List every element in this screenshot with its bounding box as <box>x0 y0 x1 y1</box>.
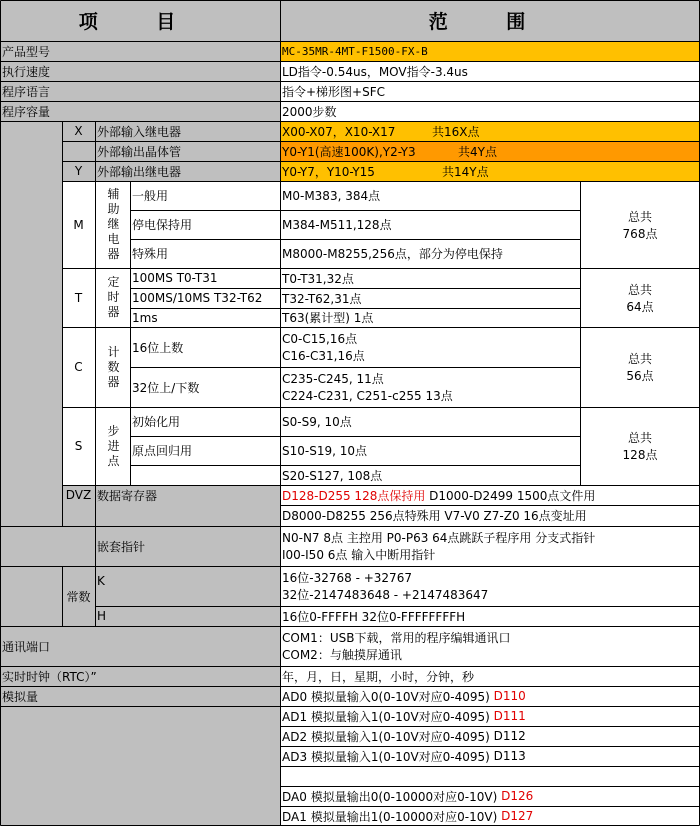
header-item <box>0 0 280 41</box>
analog-row-text: DA1 模拟量输出1(0-10000对应0-10V) <box>282 809 498 824</box>
t-group-label-char: 定 <box>107 275 120 289</box>
row-capacity-value: 2000步数 <box>282 104 337 119</box>
analog-row-text: AD2 模拟量输入1(0-10V对应0-4095) <box>282 729 490 744</box>
t-total-line-1: 总共 <box>627 282 652 297</box>
header-range <box>280 0 700 41</box>
s-item-2-value: S20-S127, 108点 <box>282 468 383 483</box>
m-group-label-char: 电 <box>107 232 120 246</box>
const-k-line-1: 16位-32768 - +32767 <box>282 571 412 585</box>
rtc-label: 实时时钟（RTC）” <box>0 666 280 686</box>
s-item-1-label: 原点回归用 <box>132 444 193 458</box>
x-value-range: X00-X07，X10-X17 <box>282 124 396 139</box>
m-group-label-char: 辅 <box>107 187 120 201</box>
t-item-0-value: T0-T31,32点 <box>282 271 354 286</box>
y-code: Y <box>62 161 95 181</box>
c-total-line-2: 56点 <box>626 369 654 383</box>
y-value-range: Y0-Y7，Y10-Y15 <box>282 164 375 179</box>
m-item-0-value: M0-M383, 384点 <box>282 189 381 203</box>
m-group-label <box>95 181 130 268</box>
const-k-value <box>280 566 700 606</box>
const-blank <box>0 566 62 626</box>
const-k-line-2: 32位-2147483648 - +2147483647 <box>282 588 489 602</box>
analog-row <box>280 706 700 726</box>
comm-label: 通讯端口 <box>0 626 280 666</box>
analog-row-text: AD0 模拟量输入0(0-10V对应0-4095) <box>282 689 490 704</box>
transistor-code <box>62 141 95 161</box>
m-code: M <box>73 217 84 232</box>
analog-row-register: D126 <box>497 789 534 803</box>
dvz-value-2: D8000-D8255 256点特殊用 V7-V0 Z7-Z0 16点变址用 <box>282 509 587 523</box>
analog-row-text: AD1 模拟量输入1(0-10V对应0-4095) <box>282 709 490 724</box>
c-item-0-value <box>280 327 580 367</box>
const-h-value: 16位0-FFFFH 32位0-FFFFFFFFH <box>282 609 466 624</box>
m-total-line-1: 总共 <box>627 209 652 224</box>
row-model-value: MC-35MR-4MT-F1500-FX-B <box>280 41 700 61</box>
y-label: 外部输出继电器 <box>95 161 280 181</box>
c-item-1-line-1: C235-C245, 11点 <box>282 372 384 386</box>
transistor-label: 外部输出晶体管 <box>95 141 280 161</box>
analog-label: 模拟量 <box>0 686 280 706</box>
c-item-0-line-1: C0-C15,16点 <box>282 332 358 346</box>
s-code: S <box>74 439 83 453</box>
c-item-1-label: 32位上/下数 <box>132 380 200 395</box>
t-item-0-label: 100MS T0-T31 <box>132 271 218 285</box>
t-group-label <box>95 268 130 327</box>
rtc-value: 年，月，日，星期，小时，分钟，秒 <box>282 669 475 684</box>
s-group-label-char: 进 <box>107 438 120 453</box>
analog-row-register: D112 <box>489 729 526 743</box>
x-label: 外部输入继电器 <box>95 121 280 141</box>
analog-row <box>280 786 700 806</box>
t-item-1-value: T32-T62,31点 <box>282 291 362 306</box>
dvz-label: 数据寄存器 <box>95 485 280 505</box>
m-total-line-2: 768点 <box>622 226 658 241</box>
m-total <box>580 181 700 268</box>
c-group-label <box>95 327 130 407</box>
t-item-2-value: T63(累计型) 1点 <box>282 311 374 325</box>
nest-value <box>280 526 700 566</box>
nest-value-line-2: I00-I50 6点 输入中断用指针 <box>282 548 436 562</box>
t-group-label-char: 器 <box>107 305 120 319</box>
c-group-label-char: 数 <box>107 359 120 374</box>
t-total-line-2: 64点 <box>626 299 654 314</box>
transistor-value-range: Y0-Y1(高速100K),Y2-Y3 <box>282 144 416 159</box>
s-item-0-value: S0-S9, 10点 <box>282 415 352 429</box>
const-k-code: K <box>95 566 280 606</box>
analog-row <box>280 726 700 746</box>
s-total-line-2: 128点 <box>622 448 658 462</box>
comm-line-1: COM1：USB下载，常用的程序编辑通讯口 <box>282 631 511 645</box>
header-item-text: 项 目 <box>78 11 202 33</box>
y-value <box>280 161 700 181</box>
t-total <box>580 268 700 327</box>
row-lang-value: 指令+梯形图+SFC <box>282 84 386 99</box>
analog-row-text: DA0 模拟量输出0(0-10000对应0-10V) <box>282 789 498 804</box>
x-value-count: 共16X点 <box>432 124 480 139</box>
c-group-label-char: 计 <box>107 344 120 359</box>
c-group-label-char: 器 <box>107 374 120 389</box>
analog-row-register: D127 <box>497 809 534 823</box>
t-group-label-char: 时 <box>107 290 120 304</box>
m-group-label-char: 继 <box>107 217 120 231</box>
m-item-0-label: 一般用 <box>132 189 169 203</box>
m-group-label-char: 器 <box>107 247 120 261</box>
m-item-1-label: 停电保持用 <box>132 218 193 232</box>
t-item-2-label: 1ms <box>132 310 158 325</box>
nest-value-line-1: N0-N7 8点 主控用 P0-P63 64点跳跃子程序用 分支式指针 <box>282 531 596 545</box>
row-capacity-label: 程序容量 <box>0 101 280 121</box>
analog-row <box>280 766 700 786</box>
nest-label: 嵌套指针 <box>95 526 280 566</box>
s-item-0-label: 初始化用 <box>132 415 181 429</box>
s-total <box>580 407 700 485</box>
m-item-1-value: M384-M511,128点 <box>282 218 392 232</box>
x-value <box>280 121 700 141</box>
c-item-0-line-2: C16-C31,16点 <box>282 349 365 363</box>
dvz-value-1-red: D128-D255 128点保持用 <box>282 488 426 503</box>
const-label: 常数 <box>62 566 95 626</box>
comm-line-2: COM2：与触摸屏通讯 <box>282 648 402 662</box>
io-group-blank <box>0 121 62 526</box>
s-item-1-value: S10-S19, 10点 <box>282 444 368 458</box>
transistor-value-count: 共4Y点 <box>458 144 497 159</box>
t-item-1-label: 100MS/10MS T32-T62 <box>132 291 263 305</box>
dvz-value-1 <box>280 485 700 505</box>
transistor-value <box>280 141 700 161</box>
analog-row-register: D113 <box>489 749 526 763</box>
c-item-1-line-2: C224-C231, C251-c255 13点 <box>282 389 453 403</box>
analog-row <box>280 746 700 766</box>
c-item-1-value <box>280 367 580 407</box>
s-item-2-label <box>130 465 280 485</box>
analog-blank <box>0 706 280 826</box>
y-value-count: 共14Y点 <box>442 164 489 179</box>
analog-row <box>280 686 700 706</box>
analog-row-register: D110 <box>489 689 526 703</box>
s-total-line-1: 总共 <box>627 431 652 445</box>
s-group-label-char: 点 <box>107 453 120 468</box>
m-item-2-value: M8000-M8255,256点，部分为停电保持 <box>282 247 503 261</box>
c-total-line-1: 总共 <box>627 352 652 366</box>
row-speed-label: 执行速度 <box>0 61 280 81</box>
const-h-code: H <box>95 606 280 626</box>
x-code: X <box>62 121 95 141</box>
c-total <box>580 327 700 407</box>
c-item-0-label: 16位上数 <box>132 340 184 355</box>
analog-row-register: D111 <box>489 709 526 723</box>
s-group-label <box>95 407 130 485</box>
c-code: C <box>74 360 83 374</box>
analog-row-text: AD3 模拟量输入1(0-10V对应0-4095) <box>282 749 490 764</box>
row-speed-value: LD指令-0.54us，MOV指令-3.4us <box>282 64 468 79</box>
dvz-value-1-rest: D1000-D2499 1500点文件用 <box>425 488 596 503</box>
row-lang-label: 程序语言 <box>0 81 280 101</box>
t-code: T <box>74 290 83 305</box>
row-model-label: 产品型号 <box>0 41 280 61</box>
dvz-code: DVZ <box>62 485 95 505</box>
m-group-label-char: 助 <box>107 202 120 216</box>
s-group-label-char: 步 <box>107 423 120 438</box>
analog-row <box>280 806 700 826</box>
m-item-2-label: 特殊用 <box>132 247 169 261</box>
comm-value <box>280 626 700 666</box>
header-range-text: 范 围 <box>428 11 552 33</box>
nest-blank <box>0 526 95 566</box>
